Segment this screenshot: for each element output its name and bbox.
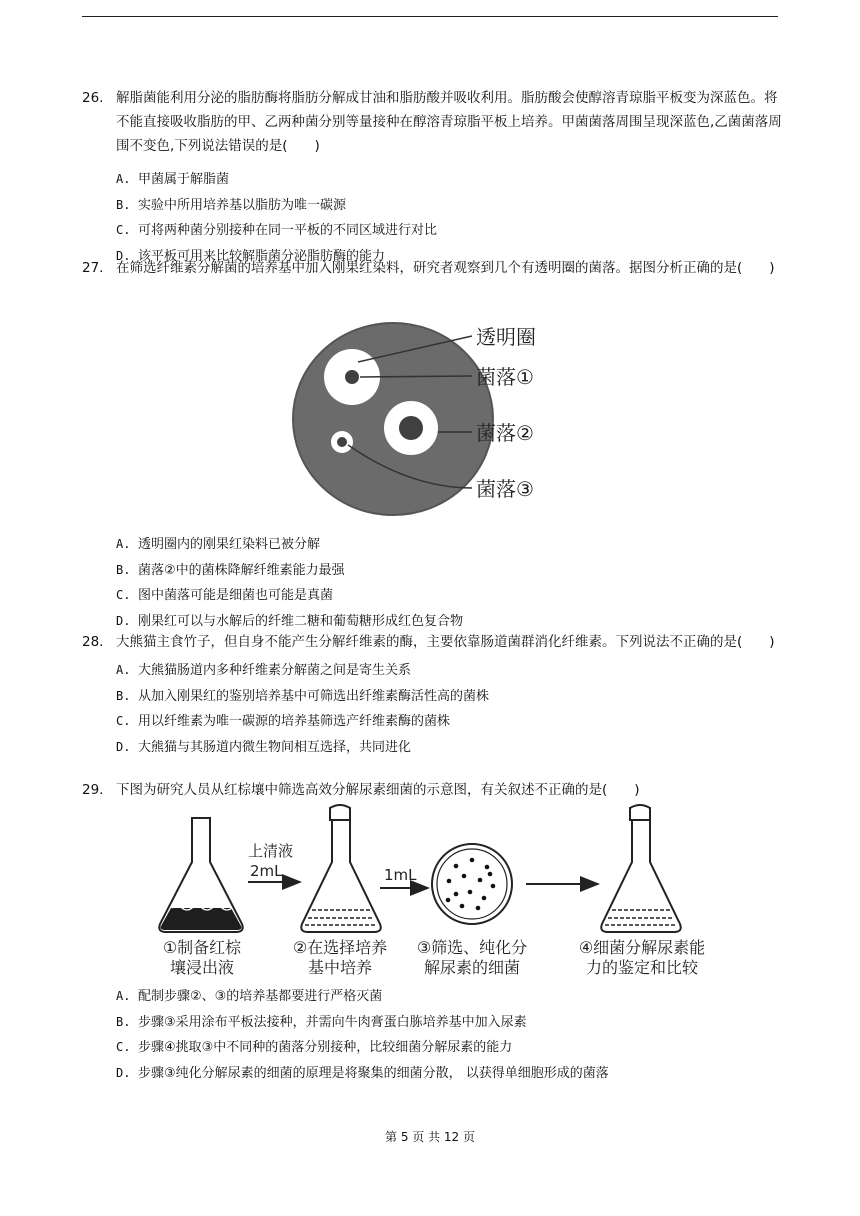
option-b: B. 菌落②中的菌株降解纤维素能力最强: [116, 562, 345, 578]
option-b: B. 实验中所用培养基以脂肪为唯一碳源: [116, 197, 347, 213]
step-2-caption-line1: ②在选择培养: [292, 938, 388, 957]
step-3-caption-line2: 解尿素的细菌: [423, 958, 521, 977]
question-stem: 下图为研究人员从红棕壤中筛选高效分解尿素细菌的示意图，有关叙述不正确的是( ): [116, 782, 640, 798]
question-number: 29.: [82, 782, 104, 798]
question-stem: 解脂菌能利用分泌的脂肪酶将脂肪分解成甘油和脂肪酸并吸收利用。脂肪酸会使醇溶青琼脂平板变为深蓝色。将不能直接吸收脂肪的甲、乙两种菌分别等量接种在醇溶青琼脂平板上培养。甲菌菌落周围呈现深蓝色,乙菌菌落周围不变色,下列说法错误的是( ): [116, 90, 782, 154]
option-d: D. 步骤③纯化分解尿素的细菌的原理是将聚集的细菌分散， 以获得单细胞形成的菌落: [116, 1065, 609, 1081]
option-c: C. 图中菌落可能是细菌也可能是真菌: [116, 588, 334, 603]
option-a: A. 甲菌属于解脂菌: [116, 172, 230, 187]
option-a: A. 透明圈内的刚果红染料已被分解: [116, 537, 321, 552]
option-c: C. 步骤④挑取③中不同种的菌落分别接种，比较细菌分解尿素的能力: [116, 1040, 513, 1055]
question-28: [82, 630, 782, 760]
plate-with-colonies: [432, 844, 512, 924]
option-b: B. 从加入刚果红的鉴别培养基中可筛选出纤维素酶活性高的菌株: [116, 688, 490, 704]
colony-1: [345, 370, 359, 384]
question-number: 26.: [82, 90, 104, 106]
question-29: [82, 778, 782, 802]
flask-4: [601, 805, 681, 932]
petri-dish-figure: [290, 318, 570, 518]
colony-2: [399, 416, 423, 440]
question-27: [82, 256, 782, 280]
option-c: C. 用以纤维素为唯一碳源的培养基筛选产纤维素酶的菌株: [116, 714, 451, 729]
leader-line-2: [360, 376, 472, 377]
question-stem: 在筛选纤维素分解菌的培养基中加入刚果红染料，研究者观察到几个有透明圈的菌落。据图分析正确的是( ): [116, 260, 775, 276]
arrow-1-label-top: 上清液: [248, 842, 294, 860]
option-c: C. 可将两种菌分别接种在同一平板的不同区域进行对比: [116, 223, 438, 238]
label-clear-zone: 透明圈: [476, 325, 536, 349]
step-3-caption-line1: ③筛选、纯化分: [416, 938, 528, 957]
step-4-caption-line1: ④细菌分解尿素能: [578, 938, 706, 957]
option-a: A. 大熊猫肠道内多种纤维素分解菌之间是寄生关系: [116, 663, 412, 678]
arrow-2-label: 1mL: [384, 866, 417, 884]
label-colony-1: 菌落①: [476, 365, 534, 389]
question-number: 28.: [82, 634, 104, 650]
question-stem: 大熊猫主食竹子，但自身不能产生分解纤维素的酶，主要依靠肠道菌群消化纤维素。下列说法不正确的是( ): [116, 634, 775, 650]
step-4-caption-line2: 力的鉴定和比较: [585, 958, 699, 977]
flask-1: [159, 818, 243, 932]
arrow-1-label-bottom: 2mL: [250, 862, 283, 880]
label-colony-2: 菌落②: [476, 421, 534, 445]
option-b: B. 步骤③采用涂布平板法接种，并需向牛肉膏蛋白胨培养基中加入尿素: [116, 1014, 527, 1030]
question-number: 27.: [82, 260, 104, 276]
option-d: D. 大熊猫与其肠道内微生物间相互选择，共同进化: [116, 739, 412, 755]
option-d: D. 刚果红可以与水解后的纤维二糖和葡萄糖形成红色复合物: [116, 613, 464, 629]
step-2-caption-line2: 基中培养: [307, 958, 373, 977]
colony-3: [337, 437, 347, 447]
page-footer: 第 5 页 共 12 页: [385, 1130, 475, 1144]
header-rule: [82, 16, 778, 17]
option-d: D. 该平板可用来比较解脂菌分泌脂肪酶的能力: [116, 248, 386, 264]
question-29-options: [82, 984, 782, 1086]
urea-bacteria-workflow-figure: [140, 804, 730, 980]
flask-2: [301, 805, 381, 932]
option-a: A. 配制步骤②、③的培养基都要进行严格灭菌: [116, 989, 383, 1004]
label-colony-3: 菌落③: [476, 477, 534, 501]
step-1-caption-line1: ①制备红棕: [162, 938, 242, 957]
step-1-caption-line2: 壤浸出液: [169, 958, 235, 977]
question-26: [82, 86, 782, 269]
question-27-options: [82, 532, 782, 634]
